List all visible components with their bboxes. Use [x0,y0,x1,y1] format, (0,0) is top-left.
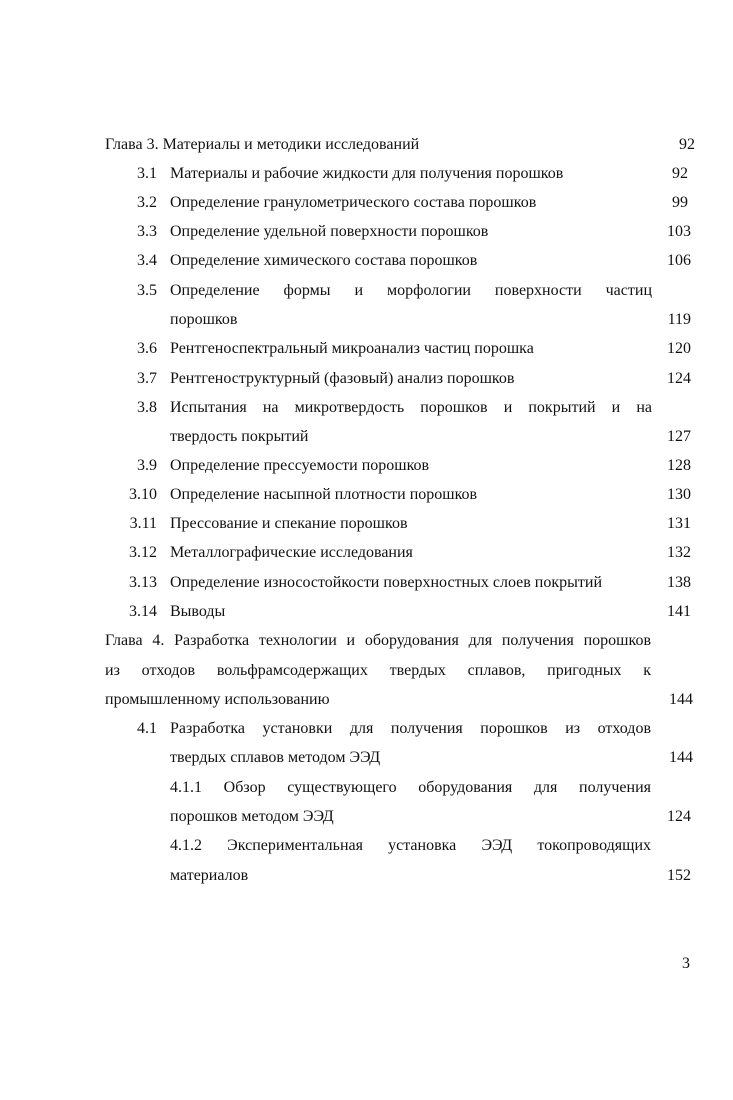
toc-page-number: 131 [667,515,691,532]
toc-item-3-5-cont [105,305,691,334]
toc-item-3-13 [105,568,691,597]
toc-subitem-4-1-2 [170,831,691,860]
toc-item-3-8 [105,393,691,422]
toc-item-number: 3.10 [129,486,157,503]
toc-item-number: 3.11 [129,515,157,532]
toc-item-title: Определение прессуемости порошков [170,457,430,474]
toc-page-number: 124 [667,370,691,387]
page-number: 3 [682,955,690,972]
toc-item-4-1-cont [105,743,693,772]
toc-item-3-1 [105,159,688,188]
toc-item-number: 3.7 [137,370,157,387]
toc-item-3-11 [105,509,691,538]
toc-subitem-4-1-1-cont [170,802,691,831]
toc-chapter-title: Глава 4. Разработка технологии и оборудования для получения порошков [105,632,651,649]
toc-item-title: Определение насыпной плотности порошков [170,486,478,503]
toc-item-title: Определение гранулометрического состава порошков [170,194,537,211]
toc-item-title: Металлографические исследования [170,544,413,561]
toc-page-number: 127 [667,428,691,445]
toc-page-number: 144 [669,691,693,708]
toc-item-title: Испытания на микротвердость порошков и покрытий и на [170,399,652,416]
toc-page-number: 132 [667,544,691,561]
toc-item-title: Разработка установки для получения порошков из отходов [170,720,651,737]
toc-chapter-title-end: промышленному использованию [105,691,330,708]
toc-page-number: 130 [667,486,691,503]
toc-item-title: Материалы и рабочие жидкости для получения порошков [170,165,564,182]
toc-item-number: 3.2 [137,194,157,211]
toc-item-number: 3.3 [137,223,157,240]
toc-subitem-title: 4.1.1 Обзор существующего оборудования для получения [170,779,651,796]
toc-item-number: 3.9 [137,457,157,474]
toc-item-3-3 [105,217,691,246]
toc-item-3-7 [105,364,691,393]
toc-item-number: 3.8 [137,399,157,416]
toc-chapter-4-heading [105,626,651,655]
toc-item-4-1 [105,714,693,743]
toc-page-number: 92 [679,136,695,153]
toc-chapter-3-heading [105,130,695,159]
toc-item-title: Определение износостойкости поверхностных слоев покрытий [170,574,602,591]
toc-item-number: 3.12 [129,544,157,561]
toc-item-3-4 [105,246,691,275]
toc-item-number: 3.14 [129,603,157,620]
toc-item-number: 4.1 [137,720,157,737]
toc-item-number: 3.6 [137,340,157,357]
toc-chapter-title-cont: из отходов вольфрамсодержащих твердых сплавов, пригодных к [105,662,651,679]
toc-page-number: 128 [667,457,691,474]
toc-item-3-12 [105,538,691,567]
toc-chapter-4-heading-cont [105,656,651,685]
toc-item-title: Рентгеноструктурный (фазовый) анализ порошков [170,370,515,387]
toc-chapter-title: Глава 3. Материалы и методики исследований [105,136,420,153]
toc-item-title: Прессование и спекание порошков [170,515,408,532]
toc-item-number: 3.1 [137,165,157,182]
toc-subitem-title-cont: порошков методом ЭЭД [170,808,334,825]
toc-page-number: 106 [667,252,691,269]
toc-chapter-4-heading-end [105,685,693,714]
toc-item-number: 3.4 [137,252,157,269]
toc-subitem-4-1-1 [170,773,691,802]
toc-item-title-cont: порошков [170,311,238,328]
toc-page-number: 144 [669,749,693,766]
toc-item-title-cont: твердых сплавов методом ЭЭД [170,749,381,766]
toc-subitem-title-cont: материалов [170,867,249,884]
toc-subitem-title: 4.1.2 Экспериментальная установка ЭЭД токопроводящих [170,837,651,854]
toc-item-title: Определение удельной поверхности порошков [170,223,489,240]
toc-item-title: Рентгеноспектральный микроанализ частиц порошка [170,340,534,357]
toc-item-3-6 [105,334,691,363]
toc-subitem-4-1-2-cont [170,861,691,890]
toc-page-number: 99 [672,194,688,211]
toc-page-number: 124 [667,808,691,825]
toc-page-number: 92 [672,165,688,182]
toc-page-number: 138 [667,574,691,591]
toc-item-3-9 [105,451,691,480]
toc-page-number: 120 [667,340,691,357]
toc-item-title: Определение химического состава порошков [170,252,478,269]
toc-item-title-cont: твердость покрытий [170,428,309,445]
toc-item-title: Определение формы и морфологии поверхности частиц [170,282,652,299]
toc-item-3-10 [105,480,691,509]
toc-page-number: 141 [667,603,691,620]
toc-item-3-8-cont [105,422,691,451]
toc-page-number: 119 [667,311,691,328]
toc-page-number: 103 [667,223,691,240]
toc-item-3-5 [105,276,691,305]
toc-item-number: 3.5 [137,282,157,299]
toc-page-number: 152 [667,867,691,884]
toc-item-title: Выводы [170,603,226,620]
toc-item-number: 3.13 [129,574,157,591]
toc-item-3-14 [105,597,691,626]
toc-item-3-2 [105,188,688,217]
